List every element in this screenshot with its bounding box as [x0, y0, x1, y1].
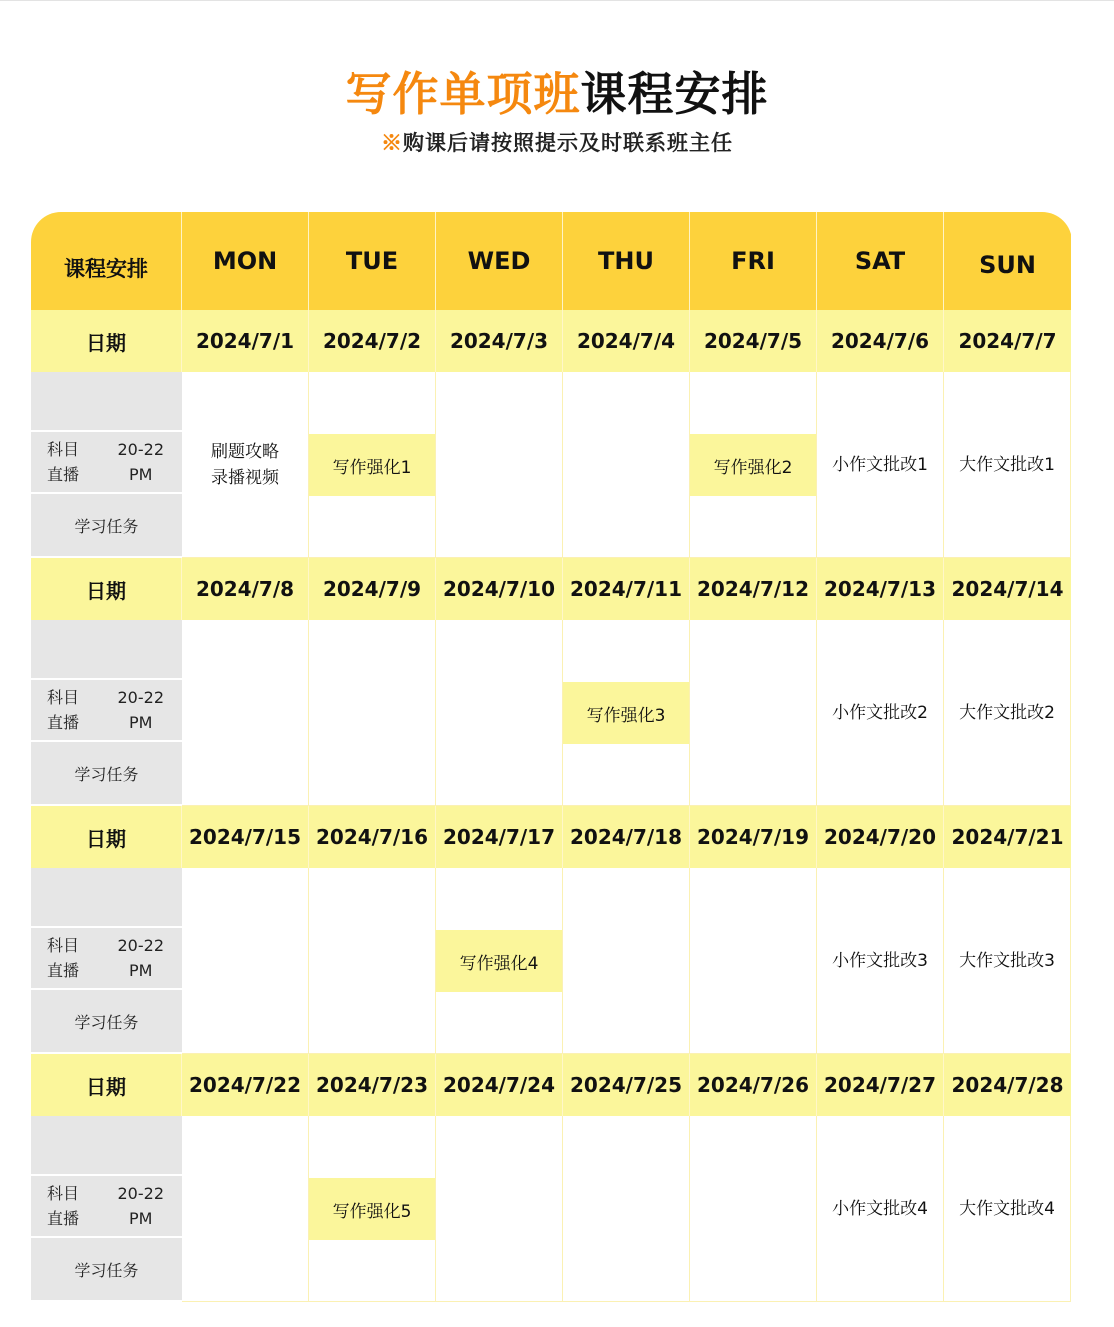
time-period: PM — [129, 1209, 153, 1228]
day-cell — [690, 1116, 817, 1302]
time-period: PM — [129, 465, 153, 484]
day-cell — [563, 1116, 690, 1302]
day-cell — [309, 1116, 436, 1302]
reference-mark-icon: ※ — [381, 130, 403, 155]
date-cell: 2024/7/17 — [436, 806, 563, 868]
date-cell: 2024/7/20 — [817, 806, 944, 868]
day-cell — [944, 372, 1071, 558]
task-text — [955, 1196, 1059, 1222]
day-cell — [309, 372, 436, 558]
date-cell: 2024/7/16 — [309, 806, 436, 868]
row-label-blank — [31, 620, 182, 680]
day-cell — [817, 372, 944, 558]
live-class-block: 写作强化1 — [309, 434, 435, 496]
time-range: 20-22 — [117, 936, 164, 955]
time-range: 20-22 — [117, 688, 164, 707]
row-label-blank — [31, 1116, 182, 1176]
row-label-live-session — [31, 680, 182, 742]
day-cell — [436, 868, 563, 1054]
schedule-table — [31, 212, 1072, 1303]
live-time-label — [118, 933, 165, 983]
time-range: 20-22 — [117, 1184, 164, 1203]
live-class-block: 写作强化4 — [436, 930, 562, 992]
day-cell — [563, 620, 690, 806]
live-label: 直播 — [47, 961, 80, 980]
row-label-task: 学习任务 — [31, 990, 182, 1052]
header-day-sun: SUN — [944, 212, 1071, 310]
subject-label: 科目 — [47, 1184, 80, 1203]
task-text — [955, 452, 1059, 478]
date-cell: 2024/7/26 — [690, 1054, 817, 1116]
header-day-wed: WED — [436, 212, 563, 310]
live-time-label — [118, 1181, 165, 1231]
date-cell: 2024/7/8 — [182, 558, 309, 620]
task-text — [828, 1196, 932, 1222]
date-cell: 2024/7/22 — [182, 1054, 309, 1116]
header-day-tue: TUE — [309, 212, 436, 310]
live-label: 直播 — [47, 1209, 80, 1228]
date-cell: 2024/7/1 — [182, 310, 309, 372]
day-cell — [182, 868, 309, 1054]
task-text-line: 小作文批改3 — [832, 950, 928, 971]
date-cell: 2024/7/10 — [436, 558, 563, 620]
subject-label: 科目 — [47, 688, 80, 707]
date-cell: 2024/7/28 — [944, 1054, 1071, 1116]
row-label-task: 学习任务 — [31, 742, 182, 804]
date-row-label: 日期 — [31, 310, 182, 372]
day-cell — [944, 868, 1071, 1054]
header-day-thu: THU — [563, 212, 690, 310]
task-text-line: 小作文批改1 — [832, 454, 928, 475]
date-cell: 2024/7/2 — [309, 310, 436, 372]
day-cell — [690, 372, 817, 558]
subject-label: 科目 — [47, 440, 80, 459]
title-highlight: 写作单项班 — [345, 67, 581, 121]
row-label-blank — [31, 372, 182, 432]
row-label-live-session — [31, 1176, 182, 1238]
live-class-block: 写作强化2 — [690, 434, 816, 496]
header-day-mon: MON — [182, 212, 309, 310]
time-range: 20-22 — [117, 440, 164, 459]
row-label-live-session — [31, 432, 182, 494]
date-cell: 2024/7/21 — [944, 806, 1071, 868]
day-cell — [436, 1116, 563, 1302]
date-cell: 2024/7/25 — [563, 1054, 690, 1116]
subject-live-label — [47, 933, 79, 983]
day-cell — [309, 620, 436, 806]
day-cell — [182, 620, 309, 806]
date-cell: 2024/7/9 — [309, 558, 436, 620]
day-cell — [690, 620, 817, 806]
date-cell: 2024/7/3 — [436, 310, 563, 372]
date-cell: 2024/7/27 — [817, 1054, 944, 1116]
date-cell: 2024/7/13 — [817, 558, 944, 620]
day-cell — [817, 1116, 944, 1302]
header-corner: 课程安排 — [31, 212, 182, 310]
day-cell — [309, 868, 436, 1054]
date-cell: 2024/7/6 — [817, 310, 944, 372]
task-text-line: 小作文批改4 — [832, 1198, 928, 1219]
date-cell: 2024/7/18 — [563, 806, 690, 868]
date-cell: 2024/7/14 — [944, 558, 1071, 620]
date-cell: 2024/7/4 — [563, 310, 690, 372]
header-day-sat: SAT — [817, 212, 944, 310]
task-text — [828, 452, 932, 478]
top-divider — [0, 0, 1114, 1]
task-text-line: 大作文批改3 — [959, 950, 1055, 971]
date-cell: 2024/7/24 — [436, 1054, 563, 1116]
page-title — [0, 62, 1114, 126]
day-cell — [563, 372, 690, 558]
live-label: 直播 — [47, 713, 80, 732]
task-text-line: 刷题攻略 — [211, 441, 279, 462]
day-cell — [182, 372, 309, 558]
date-cell: 2024/7/15 — [182, 806, 309, 868]
task-text — [828, 948, 932, 974]
day-cell — [690, 868, 817, 1054]
live-time-label — [118, 685, 165, 735]
date-row-label: 日期 — [31, 806, 182, 868]
task-text-line: 大作文批改4 — [959, 1198, 1055, 1219]
subject-label: 科目 — [47, 936, 80, 955]
date-cell: 2024/7/12 — [690, 558, 817, 620]
day-cell — [436, 372, 563, 558]
task-text-line: 大作文批改1 — [959, 454, 1055, 475]
subject-live-label — [47, 1181, 79, 1231]
day-cell — [563, 868, 690, 1054]
date-cell: 2024/7/11 — [563, 558, 690, 620]
date-cell: 2024/7/23 — [309, 1054, 436, 1116]
live-time-label — [118, 437, 165, 487]
day-cell — [944, 620, 1071, 806]
date-row-label: 日期 — [31, 558, 182, 620]
task-text — [828, 700, 932, 726]
row-label-column — [31, 1116, 182, 1302]
date-row-label: 日期 — [31, 1054, 182, 1116]
subtitle-text: 购课后请按照提示及时联系班主任 — [403, 130, 733, 155]
task-text — [955, 700, 1059, 726]
live-class-block: 写作强化3 — [563, 682, 689, 744]
date-cell: 2024/7/7 — [944, 310, 1071, 372]
date-cell: 2024/7/5 — [690, 310, 817, 372]
row-label-task: 学习任务 — [31, 494, 182, 556]
row-label-column — [31, 620, 182, 806]
live-label: 直播 — [47, 465, 80, 484]
date-cell: 2024/7/19 — [690, 806, 817, 868]
task-text — [955, 948, 1059, 974]
task-text-line: 录播视频 — [211, 467, 279, 488]
live-class-block: 写作强化5 — [309, 1178, 435, 1240]
day-cell — [817, 620, 944, 806]
row-label-task: 学习任务 — [31, 1238, 182, 1300]
row-label-column — [31, 868, 182, 1054]
page-subtitle — [0, 128, 1114, 158]
subject-live-label — [47, 685, 79, 735]
task-text — [207, 439, 283, 491]
task-text-line: 小作文批改2 — [832, 702, 928, 723]
task-text-line: 大作文批改2 — [959, 702, 1055, 723]
row-label-blank — [31, 868, 182, 928]
row-label-column — [31, 372, 182, 558]
day-cell — [944, 1116, 1071, 1302]
subject-live-label — [47, 437, 79, 487]
time-period: PM — [129, 961, 153, 980]
day-cell — [182, 1116, 309, 1302]
row-label-live-session — [31, 928, 182, 990]
day-cell — [817, 868, 944, 1054]
day-cell — [436, 620, 563, 806]
title-main: 课程安排 — [580, 67, 769, 121]
header-day-fri: FRI — [690, 212, 817, 310]
time-period: PM — [129, 713, 153, 732]
